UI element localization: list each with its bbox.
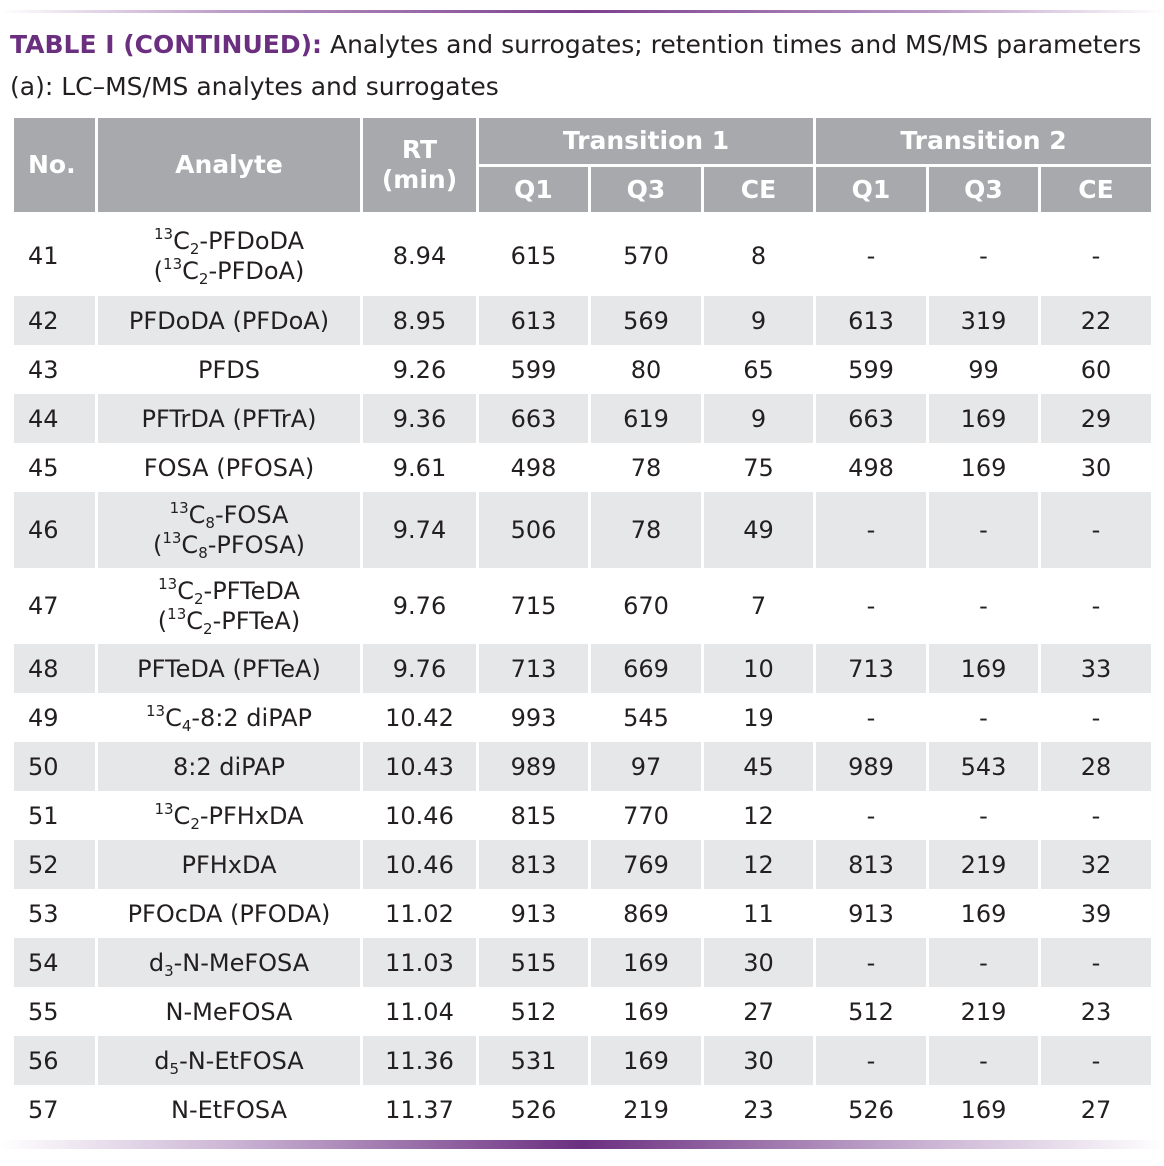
- column-header-t1-ce: CE: [703, 166, 815, 214]
- t1-q1-cell: 515: [478, 938, 590, 987]
- t2-ce-cell: 22: [1040, 296, 1153, 345]
- analyte-cell: [97, 394, 362, 443]
- column-header-rt: [362, 117, 478, 214]
- analyte-sub: 2: [193, 590, 204, 608]
- t2-q3-cell: -: [928, 1036, 1040, 1085]
- rt-cell: 8.94: [362, 214, 478, 297]
- table-caption: [10, 24, 1160, 108]
- analyte-sub: 2: [203, 620, 213, 638]
- t1-ce-cell: 10: [703, 644, 815, 693]
- rt-cell: 9.61: [362, 443, 478, 492]
- analyte-cell: [97, 987, 362, 1036]
- t2-q3-cell: -: [928, 214, 1040, 297]
- rt-cell: 8.95: [362, 296, 478, 345]
- no-cell: 52: [13, 840, 97, 889]
- t2-ce-cell: 27: [1040, 1085, 1153, 1134]
- table-row: [13, 938, 1153, 987]
- analyte-sub: 2: [189, 239, 200, 258]
- analyte-text: -PFTeDA: [203, 577, 300, 605]
- t1-q3-cell: 769: [590, 840, 703, 889]
- t1-ce-cell: 12: [703, 840, 815, 889]
- analyte-sup: 13: [145, 701, 166, 720]
- analyte-line: [98, 752, 360, 782]
- t2-ce-cell: -: [1040, 938, 1153, 987]
- t2-q1-cell: -: [815, 568, 928, 644]
- rt-cell: 11.04: [362, 987, 478, 1036]
- t1-ce-cell: 7: [703, 568, 815, 644]
- no-cell: 57: [13, 1085, 97, 1134]
- t1-q3-cell: 669: [590, 644, 703, 693]
- analyte-cell: [97, 214, 362, 297]
- analyte-sub: 2: [190, 814, 200, 833]
- t2-q3-cell: 219: [928, 840, 1040, 889]
- analyte-text: PFDS: [198, 355, 260, 384]
- t1-ce-cell: 11: [703, 889, 815, 938]
- analyte-text: -PFDoDA: [199, 226, 304, 255]
- rt-cell: 10.46: [362, 791, 478, 840]
- analyte-text: N-EtFOSA: [171, 1095, 287, 1124]
- rt-cell: 9.76: [362, 568, 478, 644]
- analyte-line: [98, 226, 360, 256]
- analyte-text: PFTrDA (PFTrA): [141, 404, 317, 433]
- analyte-text: FOSA (PFOSA): [143, 453, 315, 482]
- analyte-text: -N-MeFOSA: [173, 948, 310, 977]
- analyte-cell: [97, 938, 362, 987]
- analyte-sup: 13: [163, 254, 183, 273]
- analyte-text: -PFOSA): [207, 531, 306, 559]
- t2-q1-cell: 813: [815, 840, 928, 889]
- analyte-line: [98, 703, 360, 733]
- analyte-text: (: [157, 607, 168, 635]
- t1-q3-cell: 569: [590, 296, 703, 345]
- column-header-t2-q3: Q3: [928, 166, 1040, 214]
- analyte-text: (: [153, 256, 164, 285]
- analyte-line: [98, 1046, 360, 1076]
- t1-ce-cell: 65: [703, 345, 815, 394]
- no-cell: 51: [13, 791, 97, 840]
- t2-ce-cell: -: [1040, 492, 1153, 568]
- t2-q3-cell: 169: [928, 889, 1040, 938]
- t2-q1-cell: 613: [815, 296, 928, 345]
- table-row: [13, 568, 1153, 644]
- t1-ce-cell: 49: [703, 492, 815, 568]
- analyte-line: [98, 899, 360, 929]
- analyte-line: [98, 654, 360, 684]
- table-row: [13, 791, 1153, 840]
- analyte-line: [98, 256, 360, 286]
- analyte-text: C: [165, 703, 182, 732]
- table-row: [13, 1085, 1153, 1134]
- t2-q3-cell: 169: [928, 394, 1040, 443]
- analyte-text: C: [188, 501, 206, 529]
- analyte-text: -PFHxDA: [199, 801, 304, 830]
- analyte-cell: [97, 644, 362, 693]
- rt-cell: 10.43: [362, 742, 478, 791]
- rt-cell: 11.37: [362, 1085, 478, 1134]
- rt-cell: 9.74: [362, 492, 478, 568]
- t1-q1-cell: 663: [478, 394, 590, 443]
- analyte-text: d: [148, 948, 165, 977]
- table-row: [13, 840, 1153, 889]
- no-cell: 50: [13, 742, 97, 791]
- t2-q1-cell: -: [815, 693, 928, 742]
- t1-ce-cell: 8: [703, 214, 815, 297]
- table-label: TABLE I (CONTINUED):: [10, 30, 323, 59]
- analyte-cell: [97, 1036, 362, 1085]
- analyte-sup: 13: [158, 575, 178, 593]
- no-cell: 42: [13, 296, 97, 345]
- analyte-text: 8:2 diPAP: [173, 752, 285, 781]
- table-row: [13, 987, 1153, 1036]
- analyte-line: [98, 1095, 360, 1125]
- no-cell: 46: [13, 492, 97, 568]
- t1-q3-cell: 545: [590, 693, 703, 742]
- column-group-transition-2: Transition 2: [815, 117, 1153, 166]
- rt-cell: 11.36: [362, 1036, 478, 1085]
- t1-ce-cell: 9: [703, 394, 815, 443]
- analyte-line: [98, 500, 360, 530]
- t1-q1-cell: 615: [478, 214, 590, 297]
- no-cell: 55: [13, 987, 97, 1036]
- t1-q1-cell: 989: [478, 742, 590, 791]
- no-cell: 48: [13, 644, 97, 693]
- table-subtitle: (a): LC–MS/MS analytes and surrogates: [10, 72, 499, 101]
- t2-ce-cell: 32: [1040, 840, 1153, 889]
- t2-q3-cell: -: [928, 791, 1040, 840]
- column-header-analyte: Analyte: [97, 117, 362, 214]
- rt-cell: 11.03: [362, 938, 478, 987]
- analyte-text: PFOcDA (PFODA): [127, 899, 331, 928]
- t1-ce-cell: 45: [703, 742, 815, 791]
- analyte-text: PFDoDA (PFDoA): [128, 306, 330, 335]
- t1-q1-cell: 715: [478, 568, 590, 644]
- analyte-text: C: [173, 226, 190, 255]
- t2-ce-cell: 29: [1040, 394, 1153, 443]
- table-title: Analytes and surrogates; retention times and MS/MS parameters: [322, 30, 1142, 59]
- t2-q3-cell: 169: [928, 443, 1040, 492]
- analyte-sub: 8: [198, 544, 208, 562]
- t1-q1-cell: 506: [478, 492, 590, 568]
- analyte-line: [98, 948, 360, 978]
- t2-ce-cell: -: [1040, 791, 1153, 840]
- analyte-sub: 3: [164, 961, 174, 980]
- t1-q3-cell: 80: [590, 345, 703, 394]
- analyte-text: -8:2 diPAP: [191, 703, 313, 732]
- t1-q1-cell: 599: [478, 345, 590, 394]
- t1-q3-cell: 570: [590, 214, 703, 297]
- t2-q3-cell: -: [928, 492, 1040, 568]
- analyte-text: (: [152, 531, 163, 559]
- t1-q3-cell: 78: [590, 492, 703, 568]
- analyte-line: [98, 404, 360, 434]
- analyte-text: -PFTeA): [212, 607, 301, 635]
- t2-ce-cell: 28: [1040, 742, 1153, 791]
- t1-q3-cell: 770: [590, 791, 703, 840]
- analytes-table: [11, 115, 1154, 1134]
- t1-q1-cell: 526: [478, 1085, 590, 1134]
- t2-ce-cell: 33: [1040, 644, 1153, 693]
- analyte-text: PFTeDA (PFTeA): [137, 654, 321, 683]
- analyte-cell: [97, 791, 362, 840]
- no-cell: 49: [13, 693, 97, 742]
- no-cell: 44: [13, 394, 97, 443]
- t1-q1-cell: 512: [478, 987, 590, 1036]
- t1-ce-cell: 19: [703, 693, 815, 742]
- table-row: [13, 889, 1153, 938]
- table-row: [13, 644, 1153, 693]
- t1-ce-cell: 12: [703, 791, 815, 840]
- t1-ce-cell: 30: [703, 1036, 815, 1085]
- t1-ce-cell: 75: [703, 443, 815, 492]
- top-divider: [0, 10, 1164, 13]
- column-group-transition-1: Transition 1: [478, 117, 815, 166]
- t2-q3-cell: 169: [928, 1085, 1040, 1134]
- t2-q1-cell: -: [815, 938, 928, 987]
- t1-q3-cell: 169: [590, 987, 703, 1036]
- t1-q3-cell: 97: [590, 742, 703, 791]
- analyte-cell: [97, 742, 362, 791]
- analyte-cell: [97, 840, 362, 889]
- t2-q1-cell: 512: [815, 987, 928, 1036]
- t2-ce-cell: 60: [1040, 345, 1153, 394]
- t1-q3-cell: 619: [590, 394, 703, 443]
- analyte-sub: 8: [205, 514, 215, 532]
- rt-cell: 9.26: [362, 345, 478, 394]
- t2-q1-cell: -: [815, 1036, 928, 1085]
- analyte-sup: 13: [169, 499, 189, 517]
- t2-q3-cell: 169: [928, 644, 1040, 693]
- t2-q3-cell: 543: [928, 742, 1040, 791]
- no-cell: 54: [13, 938, 97, 987]
- analyte-cell: [97, 568, 362, 644]
- t1-ce-cell: 27: [703, 987, 815, 1036]
- analyte-cell: [97, 1085, 362, 1134]
- t2-q1-cell: 913: [815, 889, 928, 938]
- t2-ce-cell: -: [1040, 568, 1153, 644]
- rt-cell: 9.76: [362, 644, 478, 693]
- t2-ce-cell: -: [1040, 214, 1153, 297]
- analyte-sup: 13: [167, 605, 187, 623]
- t2-q1-cell: -: [815, 791, 928, 840]
- analyte-line: [98, 850, 360, 880]
- analyte-text: C: [186, 607, 204, 635]
- header-row-1: [13, 117, 1153, 166]
- analyte-sub: 2: [198, 269, 209, 288]
- column-header-no: No.: [13, 117, 97, 214]
- analyte-line: [98, 606, 360, 636]
- t1-q1-cell: 815: [478, 791, 590, 840]
- rt-label: RT: [401, 135, 438, 164]
- t2-ce-cell: 39: [1040, 889, 1153, 938]
- analyte-text: PFHxDA: [181, 850, 277, 879]
- no-cell: 41: [13, 214, 97, 297]
- t1-q3-cell: 869: [590, 889, 703, 938]
- analyte-line: [98, 801, 360, 831]
- t1-q3-cell: 169: [590, 1036, 703, 1085]
- t2-q3-cell: -: [928, 693, 1040, 742]
- t1-ce-cell: 30: [703, 938, 815, 987]
- t1-q1-cell: 913: [478, 889, 590, 938]
- t1-q1-cell: 613: [478, 296, 590, 345]
- analyte-line: [98, 453, 360, 483]
- table-row: [13, 296, 1153, 345]
- t2-ce-cell: 30: [1040, 443, 1153, 492]
- t1-q3-cell: 78: [590, 443, 703, 492]
- t2-ce-cell: 23: [1040, 987, 1153, 1036]
- column-header-t2-ce: CE: [1040, 166, 1153, 214]
- t1-q3-cell: 169: [590, 938, 703, 987]
- bottom-divider: [0, 1140, 1164, 1149]
- t1-q3-cell: 219: [590, 1085, 703, 1134]
- analyte-text: -PFDoA): [208, 256, 305, 285]
- rt-cell: 10.46: [362, 840, 478, 889]
- t1-q3-cell: 670: [590, 568, 703, 644]
- no-cell: 43: [13, 345, 97, 394]
- rt-cell: 9.36: [362, 394, 478, 443]
- t2-q1-cell: 713: [815, 644, 928, 693]
- no-cell: 45: [13, 443, 97, 492]
- t2-q3-cell: 99: [928, 345, 1040, 394]
- t1-q1-cell: 531: [478, 1036, 590, 1085]
- t2-q3-cell: 219: [928, 987, 1040, 1036]
- column-header-t1-q3: Q3: [590, 166, 703, 214]
- analyte-text: N-MeFOSA: [165, 997, 293, 1026]
- table-row: [13, 492, 1153, 568]
- table-row: [13, 742, 1153, 791]
- t2-q1-cell: -: [815, 214, 928, 297]
- column-header-t1-q1: Q1: [478, 166, 590, 214]
- no-cell: 53: [13, 889, 97, 938]
- analyte-line: [98, 576, 360, 606]
- t2-q1-cell: 498: [815, 443, 928, 492]
- analyte-sup: 13: [162, 529, 182, 547]
- analyte-cell: [97, 345, 362, 394]
- analyte-text: -FOSA: [214, 501, 289, 529]
- no-cell: 56: [13, 1036, 97, 1085]
- t2-q1-cell: -: [815, 492, 928, 568]
- analyte-text: -N-EtFOSA: [179, 1046, 304, 1075]
- t1-q1-cell: 498: [478, 443, 590, 492]
- analyte-text: C: [177, 577, 194, 605]
- t1-q1-cell: 993: [478, 693, 590, 742]
- table-row: [13, 1036, 1153, 1085]
- t2-q3-cell: -: [928, 568, 1040, 644]
- rt-cell: 11.02: [362, 889, 478, 938]
- analyte-cell: [97, 693, 362, 742]
- column-header-t2-q1: Q1: [815, 166, 928, 214]
- no-cell: 47: [13, 568, 97, 644]
- analyte-sub: 5: [169, 1059, 180, 1078]
- rt-cell: 10.42: [362, 693, 478, 742]
- table-body: [13, 214, 1153, 1135]
- t2-ce-cell: -: [1040, 1036, 1153, 1085]
- table-row: [13, 345, 1153, 394]
- analyte-cell: [97, 492, 362, 568]
- t2-q3-cell: -: [928, 938, 1040, 987]
- analyte-line: [98, 355, 360, 385]
- t2-q1-cell: 663: [815, 394, 928, 443]
- t2-q1-cell: 989: [815, 742, 928, 791]
- analyte-text: C: [181, 531, 199, 559]
- analyte-text: d: [154, 1046, 170, 1075]
- t1-ce-cell: 23: [703, 1085, 815, 1134]
- analyte-sup: 13: [154, 224, 174, 243]
- rt-unit: (min): [381, 165, 458, 194]
- analyte-text: C: [173, 801, 191, 830]
- table-row: [13, 214, 1153, 297]
- t2-q1-cell: 526: [815, 1085, 928, 1134]
- t1-ce-cell: 9: [703, 296, 815, 345]
- analyte-line: [98, 530, 360, 560]
- t2-ce-cell: -: [1040, 693, 1153, 742]
- analyte-cell: [97, 889, 362, 938]
- t2-q3-cell: 319: [928, 296, 1040, 345]
- table-row: [13, 443, 1153, 492]
- analyte-text: C: [182, 256, 199, 285]
- analyte-line: [98, 997, 360, 1027]
- analyte-sup: 13: [154, 799, 174, 818]
- t1-q1-cell: 813: [478, 840, 590, 889]
- table-row: [13, 693, 1153, 742]
- analyte-line: [98, 306, 360, 336]
- analyte-sub: 4: [181, 716, 192, 735]
- analyte-cell: [97, 296, 362, 345]
- caption-title-line: [10, 24, 1160, 66]
- t1-q1-cell: 713: [478, 644, 590, 693]
- analyte-cell: [97, 443, 362, 492]
- t2-q1-cell: 599: [815, 345, 928, 394]
- table-row: [13, 394, 1153, 443]
